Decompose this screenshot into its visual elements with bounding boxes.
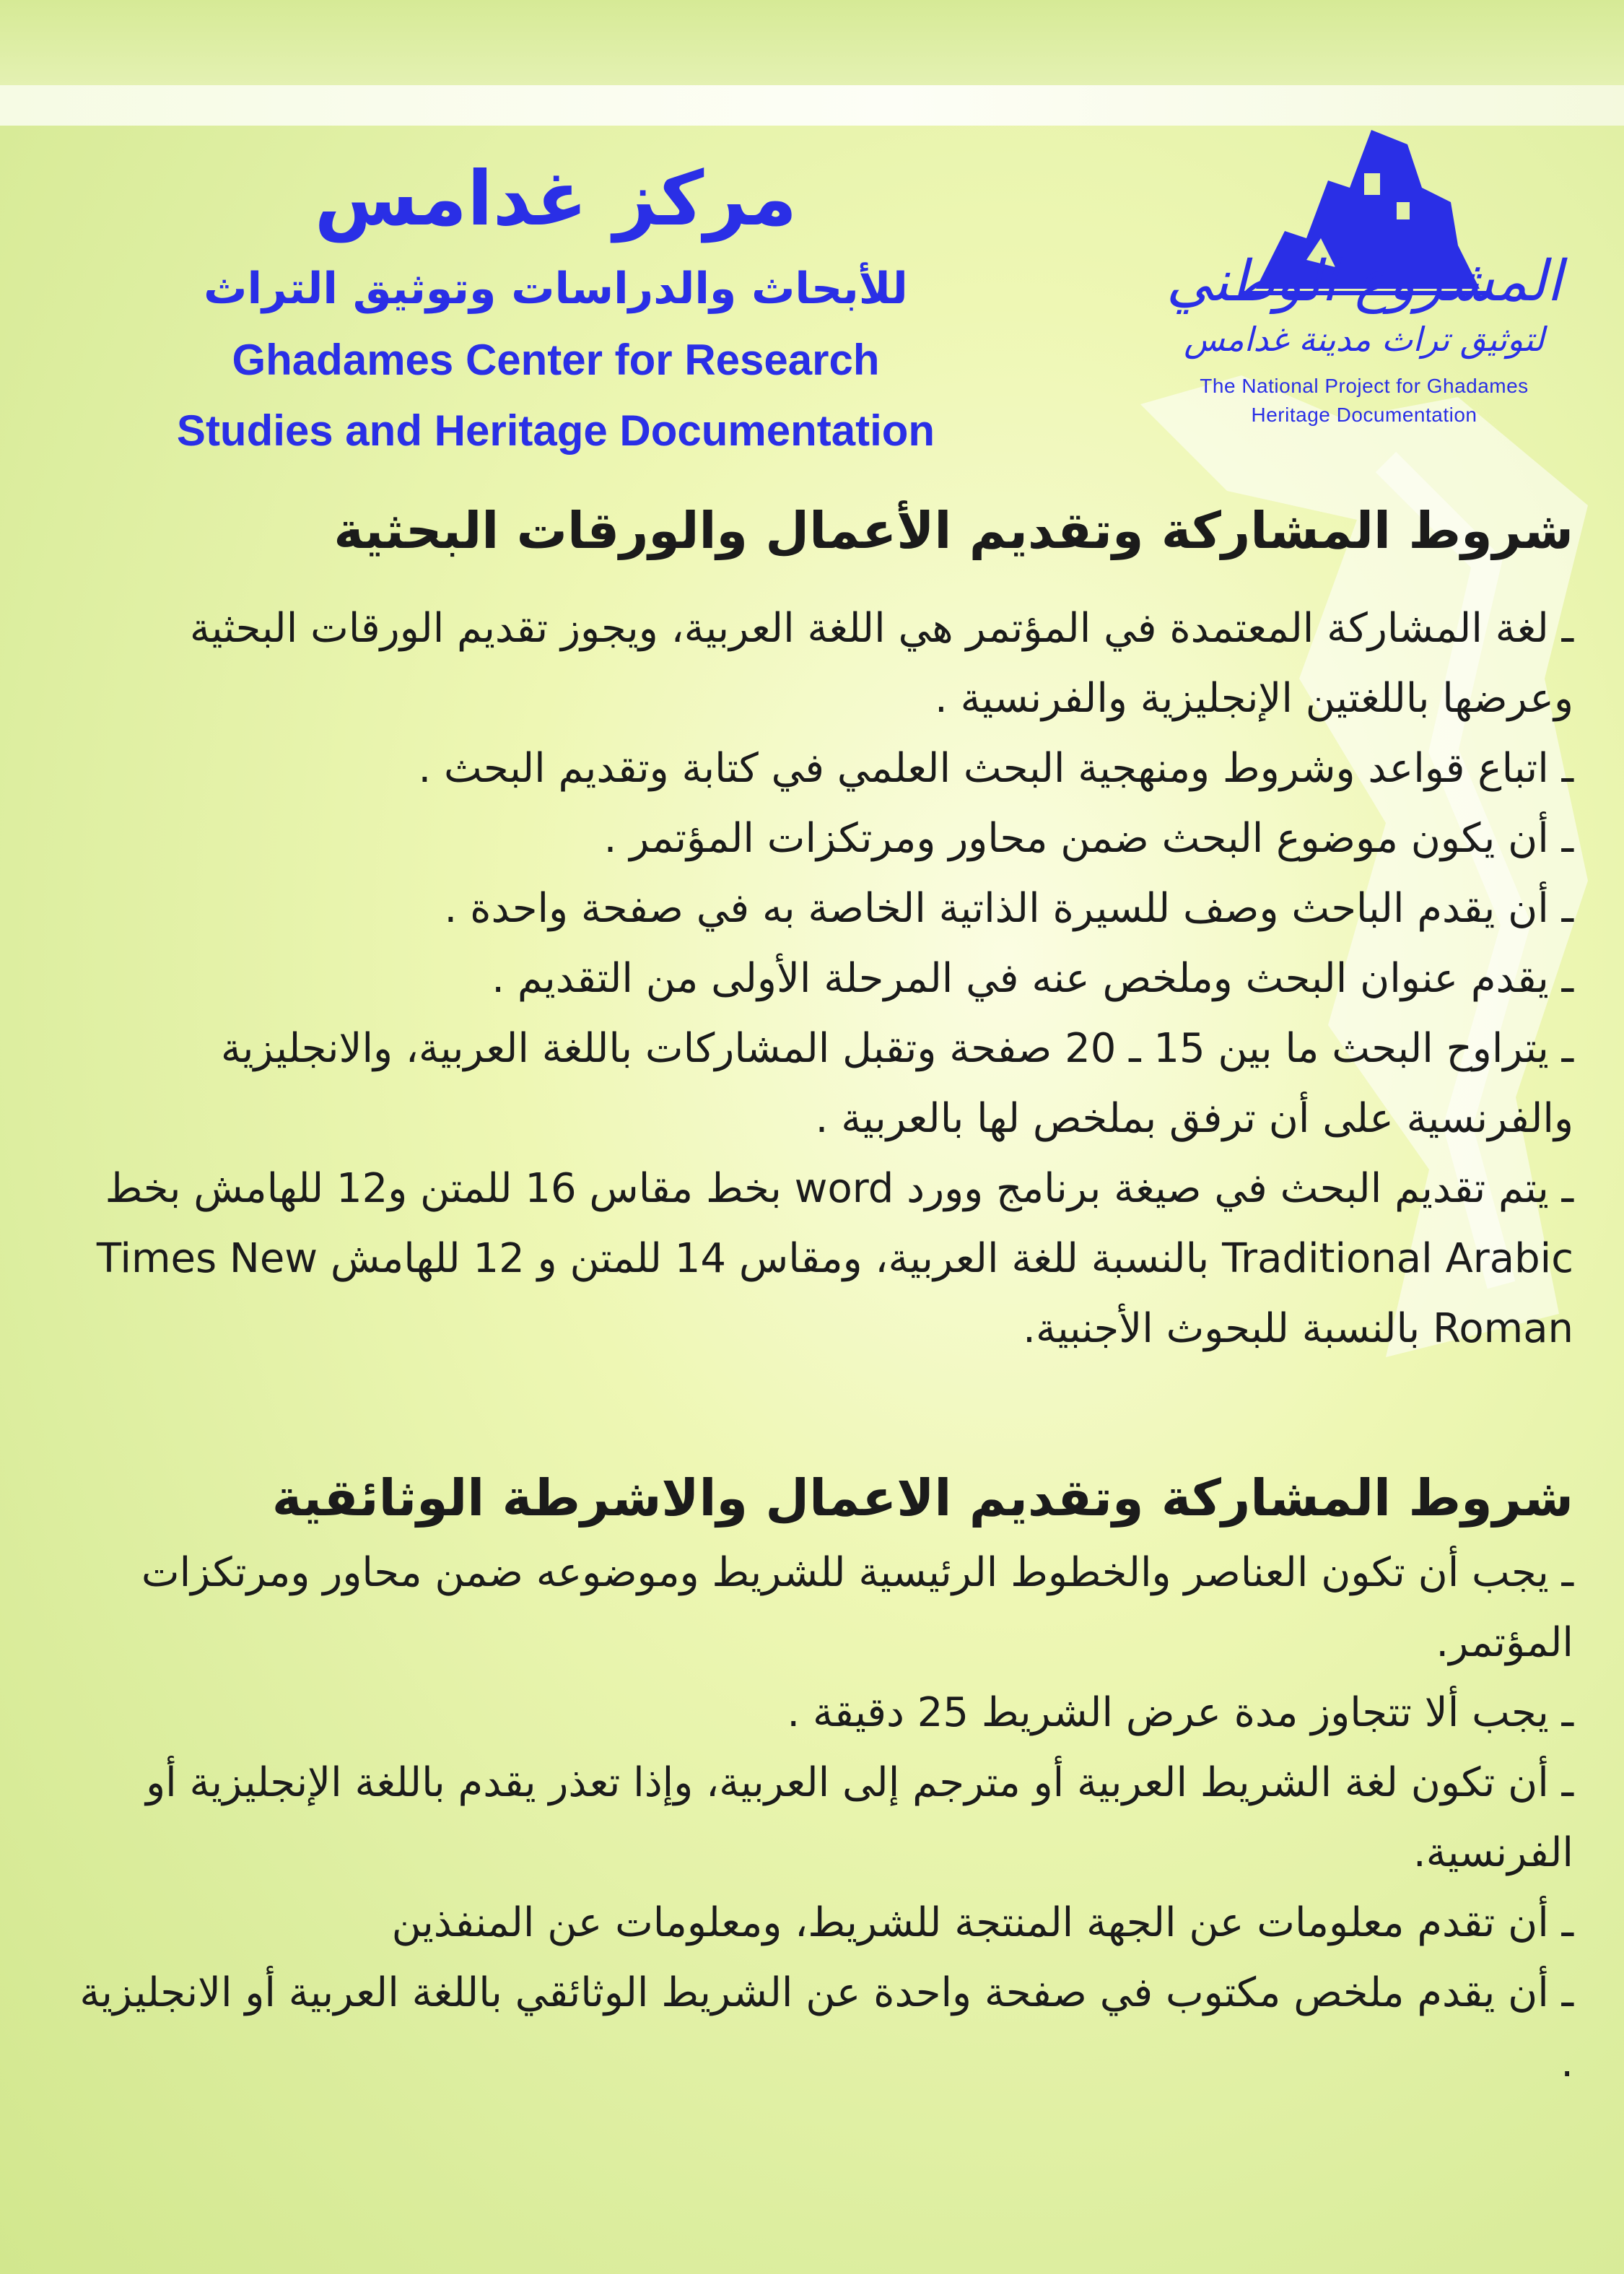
center-subtitle-arabic: للأبحاث والدراسات وتوثيق التراث: [204, 263, 908, 314]
center-name-arabic: مركز غدامس: [314, 154, 798, 243]
list-item: ـ يجب ألا تتجاوز مدة عرض الشريط 25 دقيقة .: [787, 1689, 1573, 1736]
logo-english-line2: Heritage Documentation: [1251, 404, 1477, 426]
top-band: [0, 0, 1624, 85]
documentary-films-conditions: [72, 1458, 1573, 2098]
conditions-list: [72, 1538, 1573, 2098]
list-item: ـ لغة المشاركة المعتمدة في المؤتمر هي اللغة العربية، ويجوز تقديم الورقات البحثية وعرضها باللغتين الإنجليزية والفرنسية .: [189, 605, 1573, 722]
logo-title-arabic: المشروع الوطني: [1166, 249, 1563, 314]
list-item: ـ يقدم عنوان البحث وملخص عنه في المرحلة الأولى من التقديم .: [492, 955, 1573, 1002]
section-title: شروط المشاركة وتقديم الأعمال والورقات البحثية: [333, 501, 1573, 560]
list-item: ـ أن يكون موضوع البحث ضمن محاور ومرتكزات المؤتمر .: [603, 815, 1573, 862]
logo-english-line1: The National Project for Ghadames: [1200, 375, 1529, 397]
logo-subtitle-arabic: لتوثيق تراث مدينة غدامس: [1184, 320, 1545, 359]
conditions-list: [72, 593, 1573, 1364]
list-item: ـ أن تكون لغة الشريط العربية أو مترجم إلى العربية، وإذا تعذر يقدم باللغة الإنجليزية أو الفرنسية.: [146, 1759, 1573, 1876]
header-strip: [0, 85, 1624, 126]
research-papers-conditions: [72, 491, 1573, 1364]
center-name-english-line1: Ghadames Center for Research: [232, 336, 880, 384]
center-title-block: [101, 144, 1010, 466]
list-item: ـ يتم تقديم البحث في صيغة برنامج وورد word بخط مقاس 16 للمتن و12 للهامش بخط Traditional Arabic بالنسبة للغة العربية، ومقاس 14 للمتن و 12 للهامش Times New Roman بالنسبة للبحوث الأجنبية.: [96, 1165, 1573, 1352]
list-item: ـ أن يقدم الباحث وصف للسيرة الذاتية الخاصة به في صفحة واحدة .: [444, 885, 1573, 932]
section-title: شروط المشاركة وتقديم الاعمال والاشرطة الوثائقية: [271, 1468, 1573, 1528]
center-name-english-line2: Studies and Heritage Documentation: [176, 406, 935, 455]
list-item: ـ يتراوح البحث ما بين 15 ـ 20 صفحة وتقبل المشاركات باللغة العربية، والانجليزية والفرنسية على أن ترفق بملخص لها بالعربية .: [220, 1025, 1573, 1142]
list-item: ـ يجب أن تكون العناصر والخطوط الرئيسية للشريط وموضوعه ضمن محاور ومرتكزات المؤتمر.: [141, 1549, 1573, 1666]
list-item: ـ أن تقدم معلومات عن الجهة المنتجة للشريط، ومعلومات عن المنفذين: [391, 1899, 1573, 1946]
national-project-logo: [1126, 123, 1602, 440]
list-item: ـ اتباع قواعد وشروط ومنهجية البحث العلمي في كتابة وتقديم البحث .: [418, 745, 1573, 792]
list-item: ـ أن يقدم ملخص مكتوب في صفحة واحدة عن الشريط الوثائقي باللغة العربية أو الانجليزية .: [79, 1969, 1573, 2086]
